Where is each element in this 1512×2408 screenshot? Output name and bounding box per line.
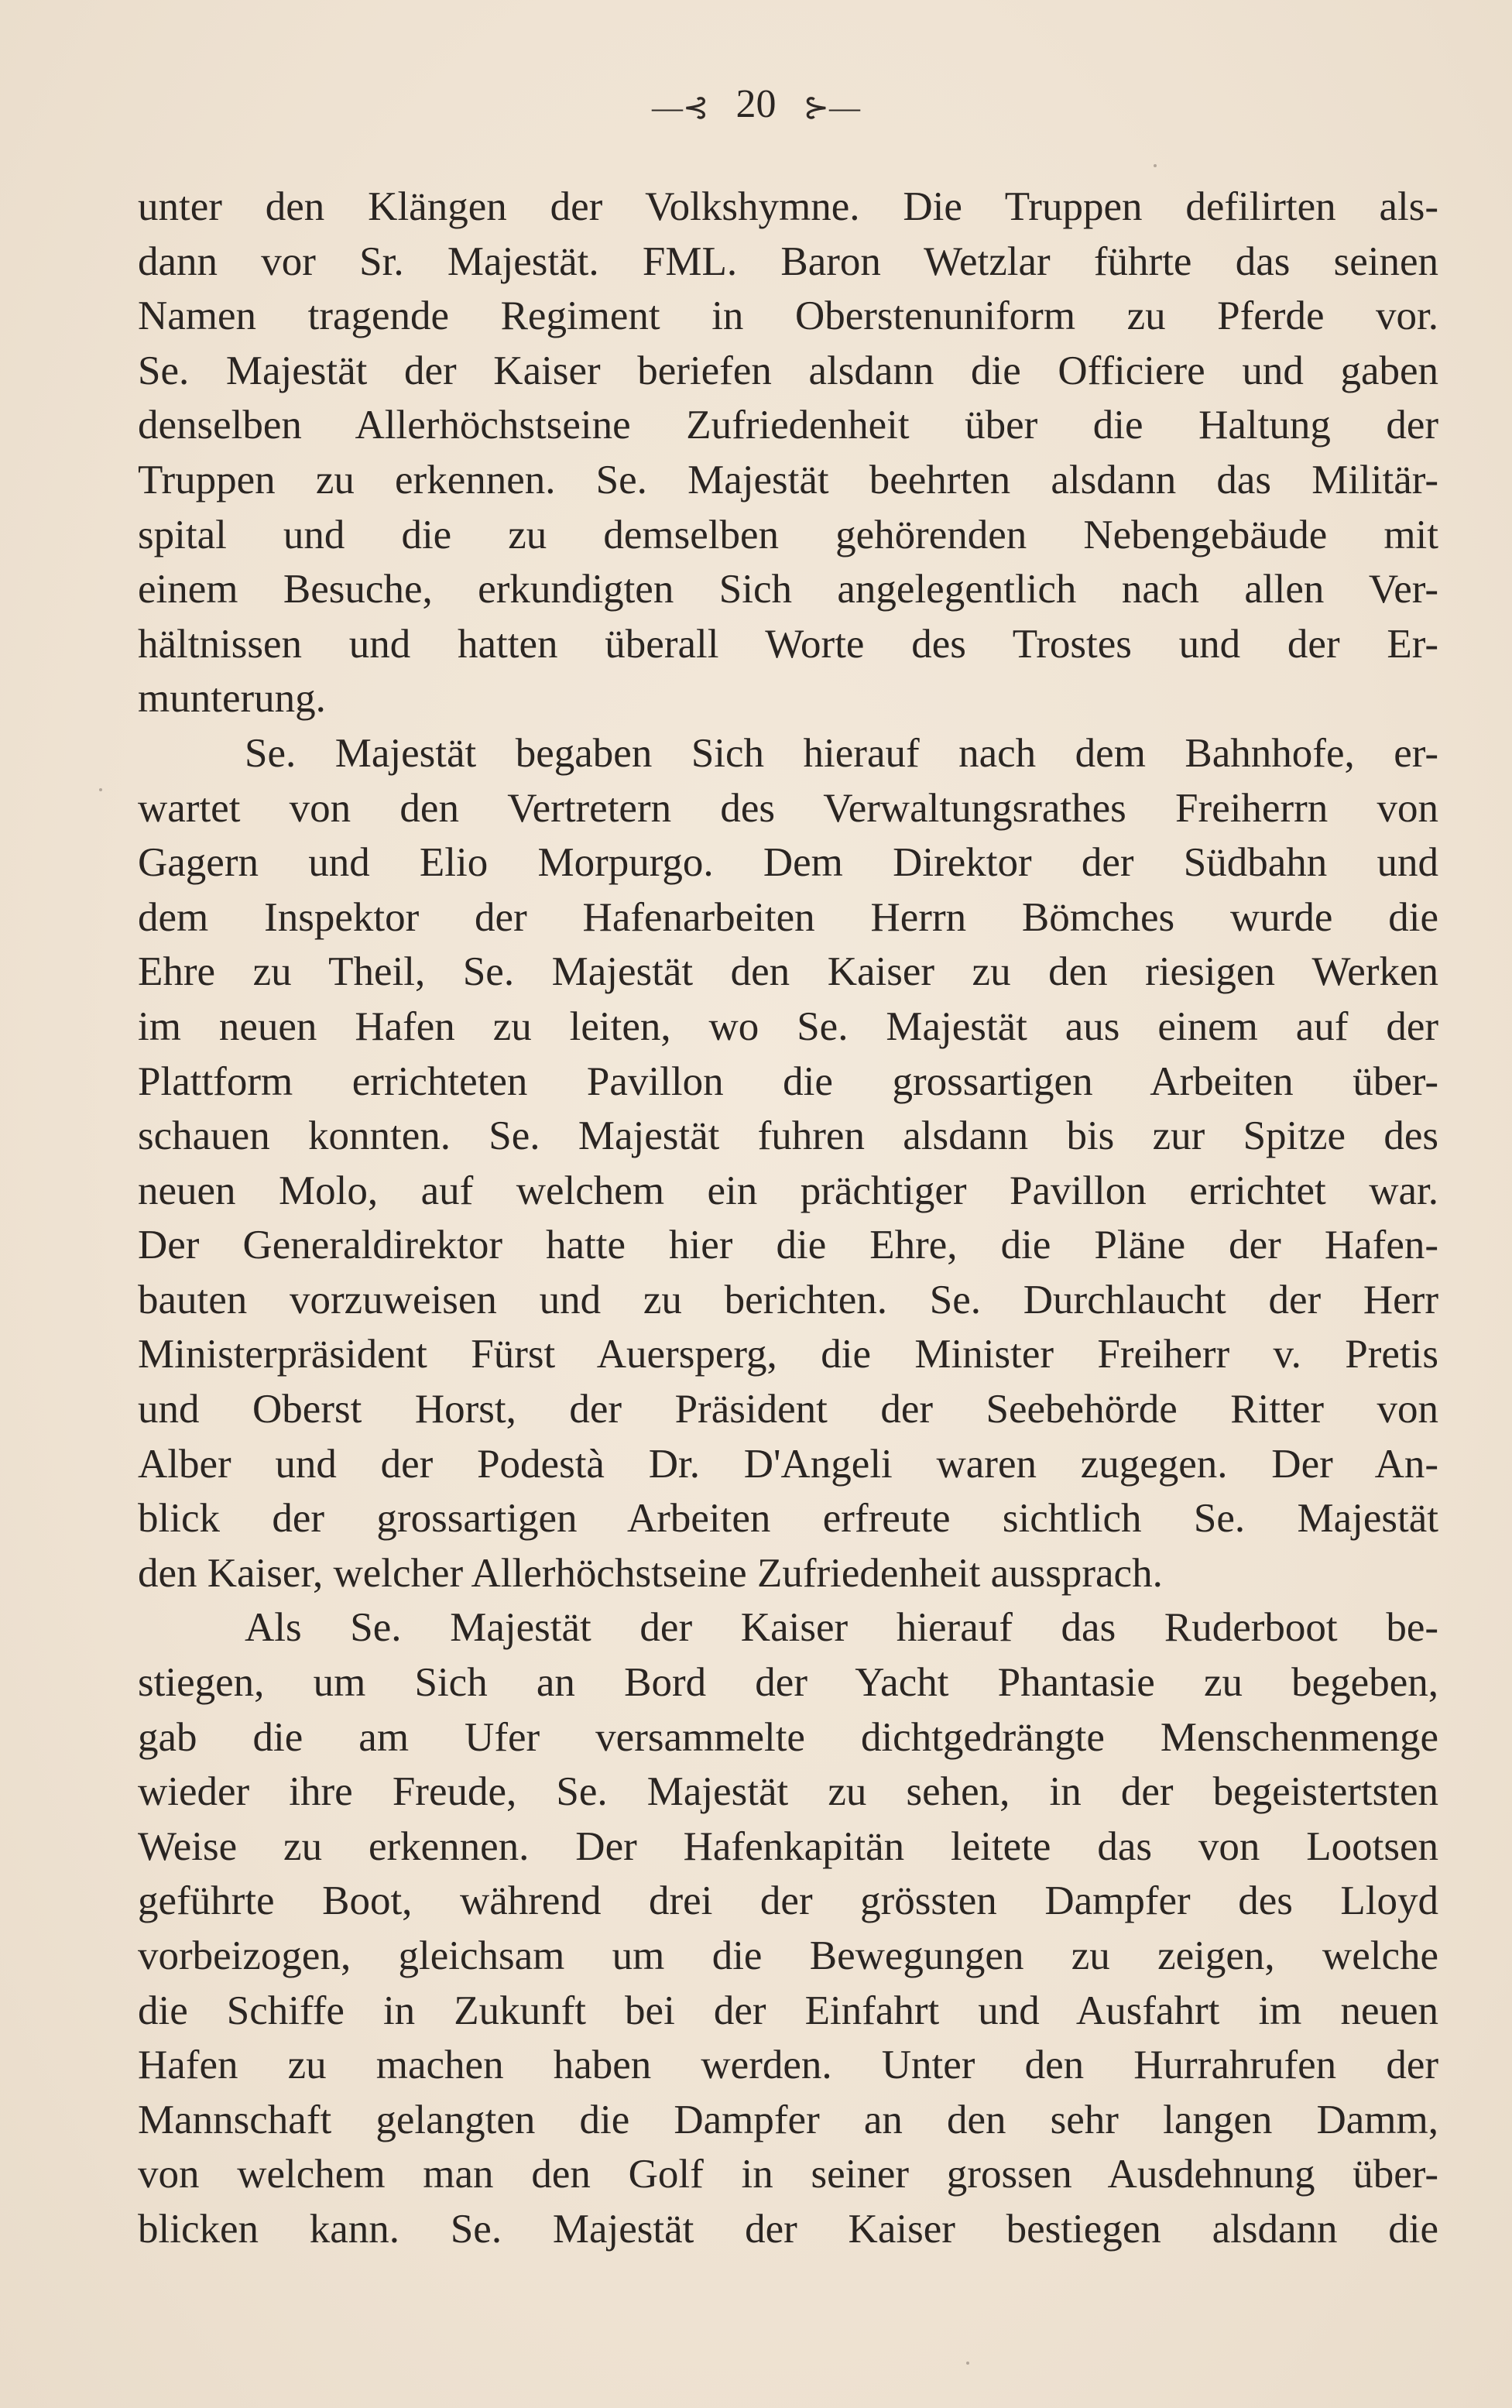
- text-line: einem Besuche, erkundigten Sich angelegentlich nach allen Ver-: [138, 567, 1438, 612]
- text-line: spital und die zu demselben gehörenden Nebengebäude mit: [138, 512, 1438, 557]
- text-line: hältnissen und hatten überall Worte des Trostes und der Er-: [138, 621, 1438, 667]
- ornament-left: —⊰: [651, 90, 709, 125]
- paper-speck: [99, 788, 102, 791]
- text-line: Ehre zu Theil, Se. Majestät den Kaiser zu den riesigen Werken: [138, 949, 1438, 995]
- text-line: vorbeizogen, gleichsam um die Bewegungen zu zeigen, welche: [138, 1933, 1438, 1978]
- text-line: Als Se. Majestät der Kaiser hierauf das Ruderboot be-: [245, 1605, 1438, 1651]
- paper-speck: [1154, 164, 1157, 167]
- page-header: [0, 77, 1512, 135]
- text-line: die Schiffe in Zukunft bei der Einfahrt und Ausfahrt im neuen: [138, 1988, 1438, 2033]
- text-line: munterung.: [138, 676, 326, 722]
- text-line: denselben Allerhöchstseine Zufriedenheit über die Haltung der: [138, 403, 1438, 448]
- text-line: stiegen, um Sich an Bord der Yacht Phantasie zu begeben,: [138, 1660, 1438, 1706]
- text-line: Hafen zu machen haben werden. Unter den Hurrahrufen der: [138, 2043, 1438, 2088]
- ornament-right: ⊱—: [803, 90, 861, 125]
- text-line: neuen Molo, auf welchem ein prächtiger Pavillon errichtet war.: [138, 1168, 1438, 1213]
- text-line: Se. Majestät begaben Sich hierauf nach dem Bahnhofe, er-: [245, 730, 1438, 776]
- text-line: Ministerpräsident Fürst Auersperg, die Minister Freiherr v. Pretis: [138, 1332, 1438, 1377]
- page-number: 20: [735, 82, 777, 126]
- text-line: Namen tragende Regiment in Oberstenuniform zu Pferde vor.: [138, 293, 1438, 339]
- text-line: von welchem man den Golf in seiner grossen Ausdehnung über-: [138, 2152, 1438, 2197]
- text-line: Truppen zu erkennen. Se. Majestät beehrten alsdann das Militär-: [138, 457, 1438, 503]
- text-line: wartet von den Vertretern des Verwaltungsrathes Freiherrn von: [138, 785, 1438, 831]
- text-line: im neuen Hafen zu leiten, wo Se. Majestät aus einem auf der: [138, 1003, 1438, 1049]
- text-line: gab die am Ufer versammelte dichtgedrängte Menschenmenge: [138, 1714, 1438, 1760]
- text-line: den Kaiser, welcher Allerhöchstseine Zufriedenheit aussprach.: [138, 1550, 1163, 1596]
- text-line: bauten vorzuweisen und zu berichten. Se. Durchlaucht der Herr: [138, 1277, 1438, 1322]
- paper-speck: [966, 2362, 969, 2365]
- text-line: unter den Klängen der Volkshymne. Die Truppen defilirten als-: [138, 184, 1438, 229]
- text-line: Weise zu erkennen. Der Hafenkapitän leitete das von Lootsen: [138, 1823, 1438, 1869]
- text-line: Se. Majestät der Kaiser beriefen alsdann die Officiere und gaben: [138, 348, 1438, 393]
- text-line: und Oberst Horst, der Präsident der Seebehörde Ritter von: [138, 1387, 1438, 1432]
- text-line: blicken kann. Se. Majestät der Kaiser bestiegen alsdann die: [138, 2206, 1438, 2252]
- text-line: Der Generaldirektor hatte hier die Ehre, die Pläne der Hafen-: [138, 1223, 1438, 1268]
- text-line: geführte Boot, während drei der grössten Dampfer des Lloyd: [138, 1878, 1438, 1924]
- text-line: Plattform errichteten Pavillon die grossartigen Arbeiten über-: [138, 1058, 1438, 1104]
- text-line: dann vor Sr. Majestät. FML. Baron Wetzlar führte das seinen: [138, 238, 1438, 284]
- text-line: blick der grossartigen Arbeiten erfreute sichtlich Se. Majestät: [138, 1496, 1438, 1542]
- body-text: [138, 180, 1438, 2257]
- text-line: dem Inspektor der Hafenarbeiten Herrn Bömches wurde die: [138, 894, 1438, 940]
- text-line: Mannschaft gelangten die Dampfer an den sehr langen Damm,: [138, 2097, 1438, 2142]
- text-line: Alber und der Podestà Dr. D'Angeli waren zugegen. Der An-: [138, 1441, 1438, 1487]
- text-line: wieder ihre Freude, Se. Majestät zu sehen, in der begeistertsten: [138, 1769, 1438, 1815]
- text-line: Gagern und Elio Morpurgo. Dem Direktor der Südbahn und: [138, 840, 1438, 886]
- text-line: schauen konnten. Se. Majestät fuhren alsdann bis zur Spitze des: [138, 1113, 1438, 1159]
